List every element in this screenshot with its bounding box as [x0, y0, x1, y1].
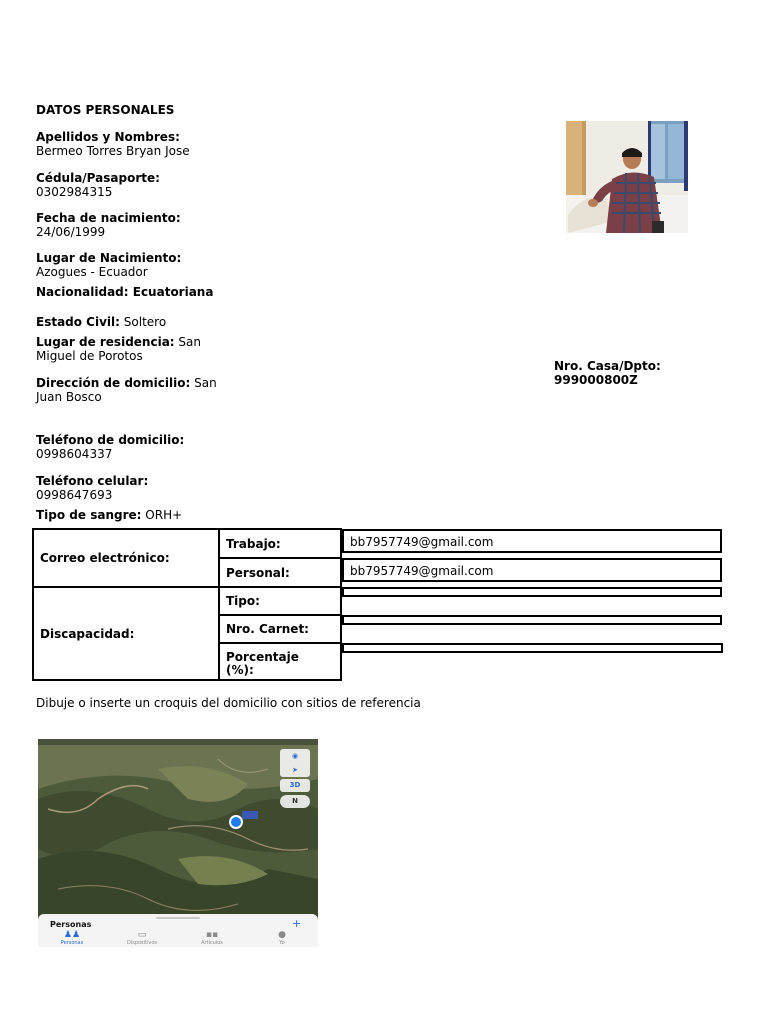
field-fecha-nacimiento — [36, 211, 181, 239]
value-lugar-nacimiento: Azogues - Ecuador — [36, 265, 148, 279]
field-telefono-celular — [36, 474, 148, 502]
tab-personas[interactable] — [52, 930, 92, 946]
devices-icon: ▭ — [137, 930, 147, 940]
field-telefono-domicilio — [36, 433, 184, 461]
people-icon: ♟♟ — [63, 930, 81, 940]
value-residencia-line2: Miguel de Porotos — [36, 349, 143, 363]
map-3d-button[interactable]: 3D — [280, 779, 310, 792]
eye-icon: ◉ — [291, 752, 299, 760]
field-nombres — [36, 130, 190, 158]
section-title: DATOS PERSONALES — [36, 103, 175, 117]
tipo-label-cell: Tipo: — [219, 587, 341, 615]
profile-photo-image — [566, 121, 688, 233]
value-casa: 999000800Z — [554, 373, 638, 387]
add-button[interactable]: + — [292, 917, 302, 930]
value-direccion-line1: San — [194, 376, 217, 390]
value-fecha-nacimiento: 24/06/1999 — [36, 225, 106, 239]
value-direccion-line2: Juan Bosco — [36, 390, 102, 404]
field-estado-civil — [36, 315, 166, 329]
label-residencia: Lugar de residencia: — [36, 335, 175, 349]
field-nacionalidad — [36, 285, 213, 299]
label-lugar-nacimiento: Lugar de Nacimiento: — [36, 251, 182, 265]
porcentaje-label-cell — [219, 643, 341, 680]
personal-email-cell: bb7957749@gmail.com — [342, 558, 722, 582]
field-cedula — [36, 171, 160, 199]
contact-table — [32, 528, 724, 681]
field-direccion — [36, 376, 226, 404]
items-icon: ▪▪ — [205, 930, 219, 940]
carnet-label-cell: Nro. Carnet: — [219, 615, 341, 643]
value-nombres: Bermeo Torres Bryan Jose — [36, 144, 190, 158]
table-row — [33, 587, 723, 615]
label-direccion: Dirección de domicilio: — [36, 376, 191, 390]
tab-dispositivos[interactable] — [122, 930, 162, 946]
table-row — [33, 529, 723, 558]
label-fecha-nacimiento: Fecha de nacimiento: — [36, 211, 181, 225]
label-telefono-domicilio: Teléfono de domicilio: — [36, 433, 185, 447]
profile-icon: ● — [278, 930, 286, 940]
label-nacionalidad: Nacionalidad: — [36, 285, 129, 299]
value-nacionalidad: Ecuatoriana — [132, 285, 214, 299]
trabajo-label-cell: Trabajo: — [219, 529, 341, 558]
tab-yo-label: Yo — [279, 940, 285, 946]
discapacidad-label-cell: Discapacidad: — [33, 587, 219, 680]
personal-label-cell: Personal: — [219, 558, 341, 587]
panel-title: Personas — [50, 920, 92, 929]
label-nombres: Apellidos y Nombres: — [36, 130, 180, 144]
drag-handle[interactable] — [156, 917, 200, 919]
porcentaje-label-line2: (%): — [226, 662, 254, 677]
navigation-arrow-icon: ➤ — [292, 766, 298, 774]
tab-dispositivos-label: Dispositivos — [126, 940, 158, 946]
tab-personas-label: Personas — [60, 940, 84, 946]
profile-photo — [566, 121, 688, 233]
field-lugar-nacimiento — [36, 251, 181, 279]
value-sangre: ORH+ — [145, 508, 183, 522]
porcentaje-value-cell — [342, 643, 723, 653]
trabajo-email-cell: bb7957749@gmail.com — [342, 529, 722, 553]
map-location-button[interactable] — [280, 749, 310, 777]
value-residencia-line1: San — [178, 335, 201, 349]
field-residencia — [36, 335, 226, 363]
carnet-value-cell — [342, 615, 722, 625]
tipo-value-cell — [342, 587, 722, 597]
label-cedula: Cédula/Pasaporte: — [36, 171, 160, 185]
label-sangre: Tipo de sangre: — [36, 508, 142, 522]
label-estado-civil: Estado Civil: — [36, 315, 120, 329]
label-casa: Nro. Casa/Dpto: — [554, 359, 661, 373]
value-cedula: 0302984315 — [36, 185, 113, 199]
compass-button[interactable]: N — [280, 795, 310, 808]
map-screenshot — [38, 739, 318, 947]
value-telefono-domicilio: 0998604337 — [36, 447, 113, 461]
field-sangre — [36, 508, 182, 522]
map-bottom-panel — [38, 914, 318, 947]
porcentaje-label-line1: Porcentaje — [226, 649, 299, 664]
field-casa — [554, 359, 661, 387]
correo-label-cell: Correo electrónico: — [33, 529, 219, 587]
tab-articulos[interactable] — [192, 930, 232, 946]
croquis-instruction: Dibuje o inserte un croquis del domicilio con sitios de referencia — [36, 696, 421, 710]
tab-yo[interactable] — [262, 930, 302, 946]
value-estado-civil: Soltero — [123, 315, 167, 329]
tab-articulos-label: Artículos — [201, 940, 223, 946]
label-telefono-celular: Teléfono celular: — [36, 474, 149, 488]
value-telefono-celular: 0998647693 — [36, 488, 113, 502]
